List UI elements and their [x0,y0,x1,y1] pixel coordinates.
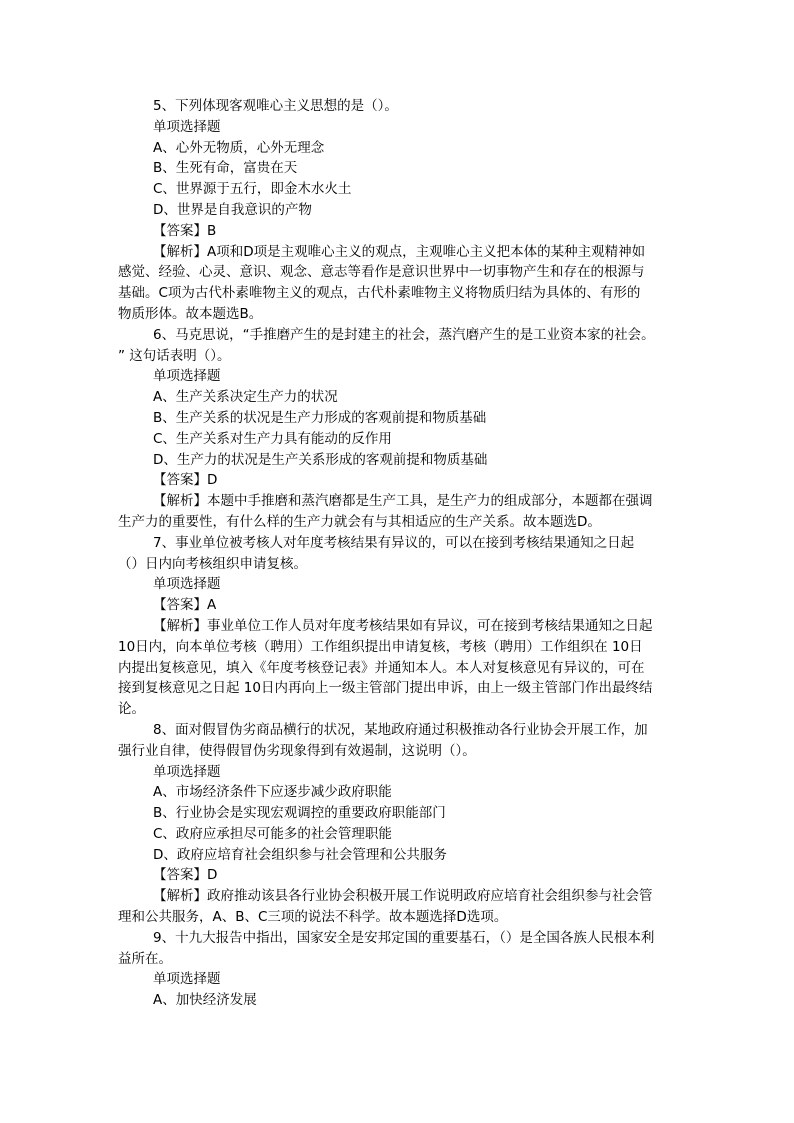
question-stem: ” 这句话表明（）。 [118,347,231,364]
analysis-line: 物质形体。故本题选B。 [118,305,263,322]
question-6 [118,325,678,533]
question-stem: 6、马克思说，“手推磨产生的是封建主的社会，蒸汽磨产生的是工业资本家的社会。 [153,326,655,343]
question-type: 单项选择题 [153,576,221,593]
question-stem: 9、十九大报告中指出，国家安全是安邦定国的重要基石，（）是全国各族人民根本利 [153,929,655,946]
analysis-line: 理和公共服务，A、B、C三项的说法不科学。故本题选择D选项。 [118,909,508,926]
option-a: A、市场经济条件下应逐步减少政府职能 [153,784,392,801]
answer: 【答案】D [153,472,218,489]
option-d: D、生产力的状况是生产关系形成的客观前提和物质基础 [153,451,488,468]
question-stem: 8、面对假冒伪劣商品横行的状况，某地政府通过积极推动各行业协会开展工作，加 [153,721,648,738]
question-9 [118,928,678,1011]
option-b: B、生产关系的状况是生产力形成的客观前提和物质基础 [153,409,487,426]
question-type: 单项选择题 [153,118,221,135]
analysis-line: 基础。C项为古代朴素唯物主义的观点，古代朴素唯物主义将物质归结为具体的、有形的 [118,285,641,302]
analysis-line: 10日内，向本单位考核（聘用）工作组织提出申请复核，考核（聘用）工作组织在 10日 [118,638,643,655]
question-type: 单项选择题 [153,763,221,780]
option-a: A、加快经济发展 [153,992,257,1009]
document-page [118,96,678,1011]
option-a: A、生产关系决定生产力的状况 [153,389,338,406]
option-d: D、世界是自我意识的产物 [153,201,312,218]
analysis-line: 【解析】本题中手推磨和蒸汽磨都是生产工具，是生产力的组成部分，本题都在强调 [153,493,653,510]
analysis-line: 感觉、经验、心灵、意识、观念、意志等看作是意识世界中一切事物产生和存在的根源与 [118,264,645,281]
question-stem: 强行业自律，使得假冒伪劣现象得到有效遏制，这说明（）。 [118,742,476,759]
option-c: C、世界源于五行，即金木水火土 [153,181,352,198]
analysis-line: 【解析】A项和D项是主观唯心主义的观点，主观唯心主义把本体的某种主观精神如 [153,243,646,260]
question-stem: 7、事业单位被考核人对年度考核结果有异议的，可以在接到考核结果通知之日起 [153,534,635,551]
option-b: B、行业协会是实现宏观调控的重要政府职能部门 [153,805,446,822]
option-c: C、生产关系对生产力具有能动的反作用 [153,430,392,447]
analysis-line: 【解析】政府推动该县各行业协会积极开展工作说明政府应培育社会组织参与社会管 [153,888,653,905]
answer: 【答案】A [153,597,217,614]
option-b: B、生死有命，富贵在天 [153,160,298,177]
option-d: D、政府应培育社会组织参与社会管理和公共服务 [153,846,447,863]
question-8 [118,720,678,928]
question-type: 单项选择题 [153,971,221,988]
question-type: 单项选择题 [153,368,221,385]
analysis-line: 生产力的重要性，有什么样的生产力就会有与其相适应的生产关系。故本题选D。 [118,513,601,530]
question-stem: 5、下列体现客观唯心主义思想的是（）。 [153,98,398,114]
option-c: C、政府应承担尽可能多的社会管理职能 [153,825,392,842]
analysis-line: 【解析】事业单位工作人员对年度考核结果如有异议，可在接到考核结果通知之日起 [153,617,653,634]
answer: 【答案】D [153,867,218,884]
option-a: A、心外无物质，心外无理念 [153,139,325,156]
answer: 【答案】B [153,222,217,239]
question-5 [118,96,678,325]
question-7 [118,533,678,720]
question-stem: 益所在。 [118,950,172,967]
question-stem: （）日内向考核组织申请复核。 [118,555,307,572]
analysis-line: 论。 [118,701,145,718]
analysis-line: 内提出复核意见，填入《年度考核登记表》并通知本人。本人对复核意见有异议的，可在 [118,659,645,676]
analysis-line: 接到复核意见之日起 10日内再向上一级主管部门提出申诉，由上一级主管部门作出最终结 [118,680,653,697]
